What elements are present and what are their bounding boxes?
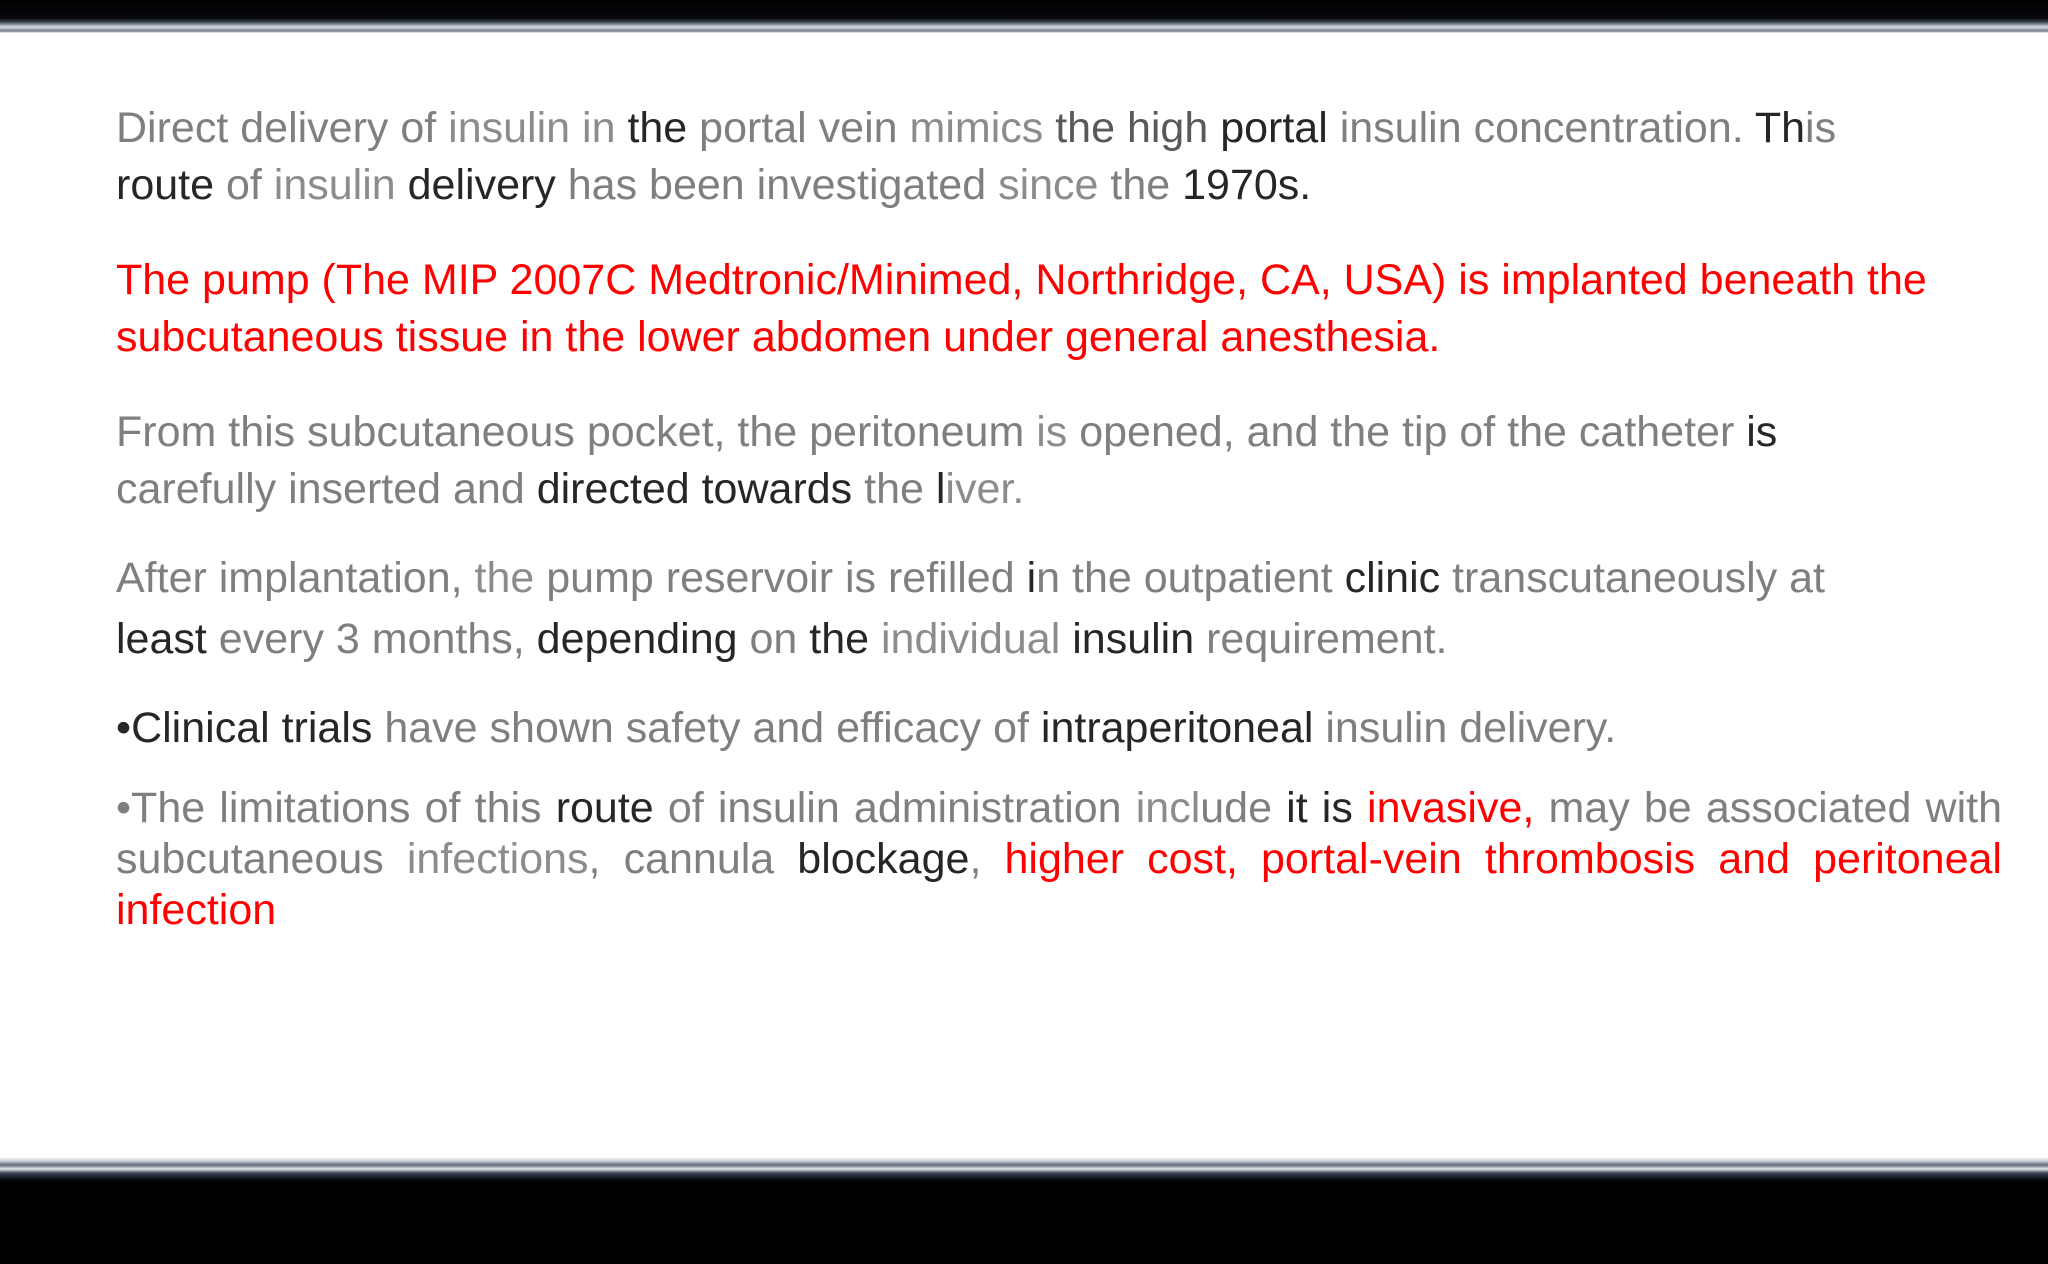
- slide-body: [116, 100, 2002, 936]
- paragraph-pump-implant: The pump (The MIP 2007C Medtronic/Minimed, Northridge, CA, USA) is implanted beneath the subcutaneous tissue in the lower abdomen under general anesthesia.: [116, 256, 1927, 361]
- bullet-limitations: •The limitations of this route of insulin administration include it is invasive, may be associated with subcutaneous infections, cannula blockage, higher cost, portal-vein thrombosis and peritoneal infection: [116, 784, 2002, 934]
- top-decorative-bar: [0, 0, 2048, 40]
- paragraph-portal-delivery: Direct delivery of insulin in the portal vein mimics the high portal insulin concentration. This route of insulin delivery has been investigated since the 1970s.: [116, 104, 1837, 209]
- bullet-clinical-trials: •Clinical trials have shown safety and efficacy of intraperitoneal insulin delivery.: [116, 704, 1617, 752]
- paragraph-refill-schedule: After implantation, the pump reservoir is refilled in the outpatient clinic transcutaneously at least every 3 months, depending on the individual insulin requirement.: [116, 554, 1825, 663]
- paragraph-catheter-insertion: From this subcutaneous pocket, the peritoneum is opened, and the tip of the catheter is carefully inserted and directed towards the liver.: [116, 408, 1778, 513]
- bottom-decorative-bar: [0, 1157, 2048, 1264]
